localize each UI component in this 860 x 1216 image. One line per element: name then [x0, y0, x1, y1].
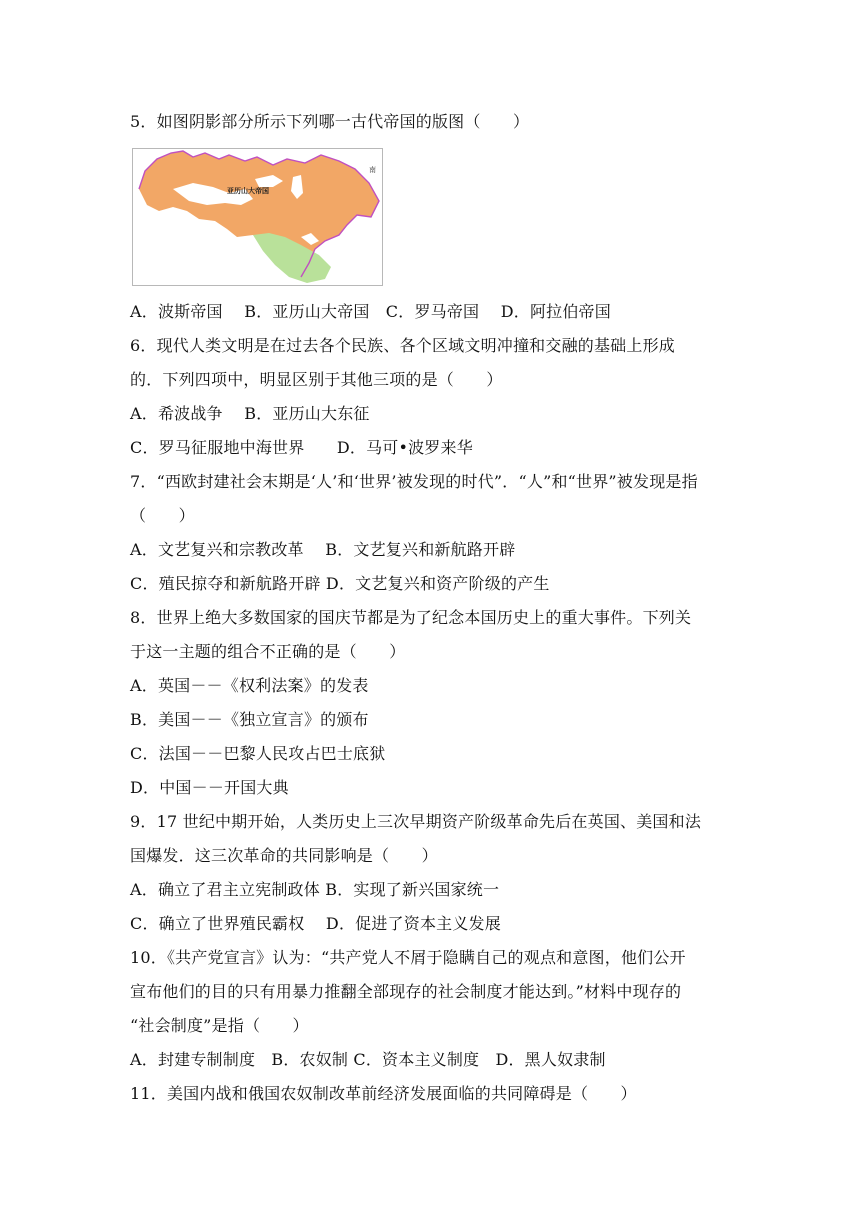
question-6-options-line-1: A．希波战争 B．亚历山大东征: [130, 404, 370, 423]
empire-map-figure: [132, 148, 383, 286]
question-7-stem-line-1: 7．“西欧封建社会末期是‘人’和‘世界’被发现的时代”．“人”和“世界”被发现是指: [130, 472, 698, 491]
shaded-territory: [139, 151, 379, 277]
question-10-options: A．封建专制制度 B．农奴制 C．资本主义制度 D．黑人奴隶制: [130, 1050, 606, 1069]
question-11-stem: 11．美国内战和俄国农奴制改革前经济发展面临的共同障碍是（ ）: [130, 1084, 637, 1103]
question-6-options-line-2: C．罗马征服地中海世界 D．马可•波罗来华: [130, 438, 473, 457]
question-7-options-line-2: C．殖民掠夺和新航路开辟 D．文艺复兴和资产阶级的产生: [130, 574, 550, 593]
map-drawing: [133, 149, 383, 286]
question-9-stem-line-2: 国爆发．这三次革命的共同影响是（ ）: [130, 846, 438, 865]
map-corner-mark: 南: [369, 166, 376, 174]
question-8-option-d: D．中国－－开国大典: [130, 778, 289, 797]
question-9-stem-line-1: 9．17 世纪中期开始，人类历史上三次早期资产阶级革命先后在英国、美国和法: [130, 812, 702, 831]
question-9-options-line-1: A．确立了君主立宪制政体 B．实现了新兴国家统一: [130, 880, 500, 899]
question-8-option-a: A．英国－－《权利法案》的发表: [130, 676, 369, 695]
question-8-option-c: C．法国－－巴黎人民攻占巴士底狱: [130, 744, 386, 763]
question-7-stem-line-2: （ ）: [130, 506, 195, 525]
question-9-options-line-2: C．确立了世界殖民霸权 D．促进了资本主义发展: [130, 914, 501, 933]
question-6-stem-line-2: 的．下列四项中，明显区别于其他三项的是（ ）: [130, 370, 503, 389]
question-6-stem-line-1: 6．现代人类文明是在过去各个民族、各个区域文明冲撞和交融的基础上形成: [130, 336, 675, 355]
question-8-stem-line-1: 8．世界上绝大多数国家的国庆节都是为了纪念本国历史上的重大事件。下列关: [130, 608, 692, 627]
question-10-stem-line-1: 10．《共产党宣言》认为：“共产党人不屑于隐瞒自己的观点和意图，他们公开: [130, 948, 686, 967]
question-7-options-line-1: A．文艺复兴和宗教改革 B．文艺复兴和新航路开辟: [130, 540, 516, 559]
question-5-options: A．波斯帝国 B．亚历山大帝国 C．罗马帝国 D．阿拉伯帝国: [130, 302, 611, 321]
map-label: 亚历山大帝国: [227, 186, 269, 195]
question-8-option-b: B．美国－－《独立宣言》的颁布: [130, 710, 369, 729]
question-5-stem: 5．如图阴影部分所示下列哪一古代帝国的版图（ ）: [130, 112, 530, 131]
question-8-stem-line-2: 于这一主题的组合不正确的是（ ）: [130, 642, 406, 661]
question-10-stem-line-3: “社会制度”是指（ ）: [130, 1016, 309, 1035]
question-10-stem-line-2: 宣布他们的目的只有用暴力推翻全部现存的社会制度才能达到。”材料中现存的: [130, 982, 682, 1001]
